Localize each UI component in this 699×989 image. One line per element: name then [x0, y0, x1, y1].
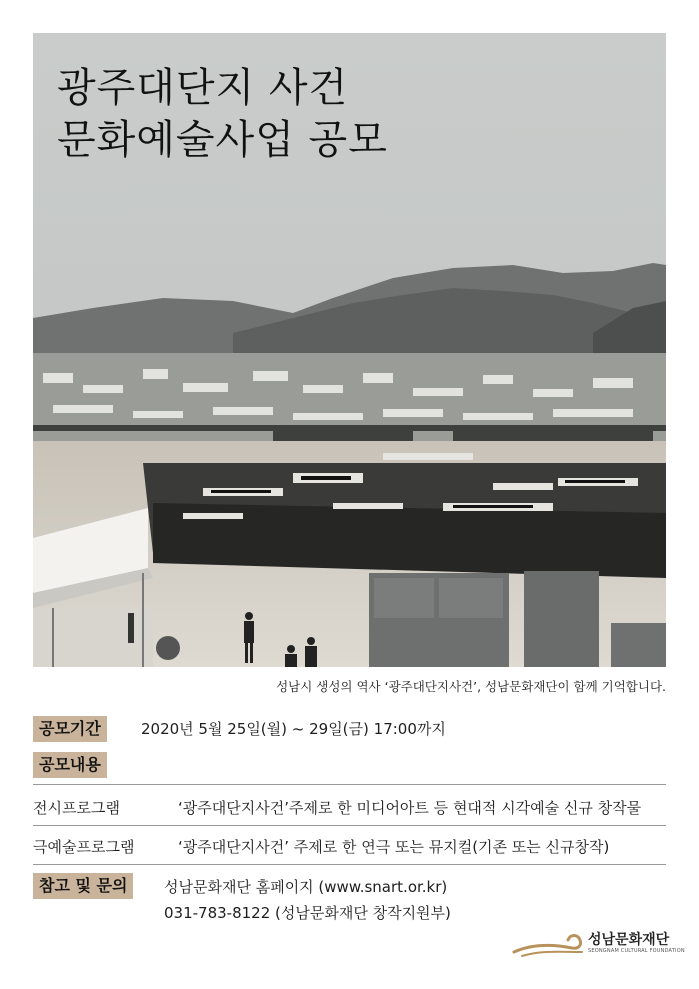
divider — [33, 864, 666, 865]
program-name-theater: 극예술프로그램 — [33, 838, 135, 856]
program-desc-theater: ‘광주대단지사건’ 주제로 한 연극 또는 뮤지컬(기존 또는 신규창작) — [178, 838, 610, 856]
divider — [33, 784, 666, 785]
poster-title — [57, 62, 388, 166]
program-desc-exhibition: ‘광주대단지사건’주제로 한 미디어아트 등 현대적 시각예술 신규 창작물 — [178, 799, 642, 817]
period-value: 2020년 5월 25일(월) ~ 29일(금) 17:00까지 — [141, 720, 446, 738]
period-label: 공모기간 — [33, 716, 107, 742]
program-name-exhibition: 전시프로그램 — [33, 799, 120, 817]
title-line-1: 광주대단지 사건 — [57, 65, 349, 111]
content-label: 공모내용 — [33, 752, 107, 778]
contact-website: 성남문화재단 홈페이지 (www.snart.or.kr) — [164, 878, 448, 896]
contact-label: 참고 및 문의 — [33, 873, 133, 899]
photo-caption: 성남시 생성의 역사 ‘광주대단지사건’, 성남문화재단이 함께 기억합니다. — [276, 679, 666, 694]
foundation-name: 성남문화재단 — [588, 932, 670, 948]
contact-phone: 031-783-8122 (성남문화재단 창작지원부) — [164, 904, 451, 922]
foundation-name-en: SEONGNAM CULTURAL FOUNDATION — [588, 948, 685, 954]
divider — [33, 825, 666, 826]
title-line-2: 문화예술사업 공모 — [57, 117, 388, 163]
